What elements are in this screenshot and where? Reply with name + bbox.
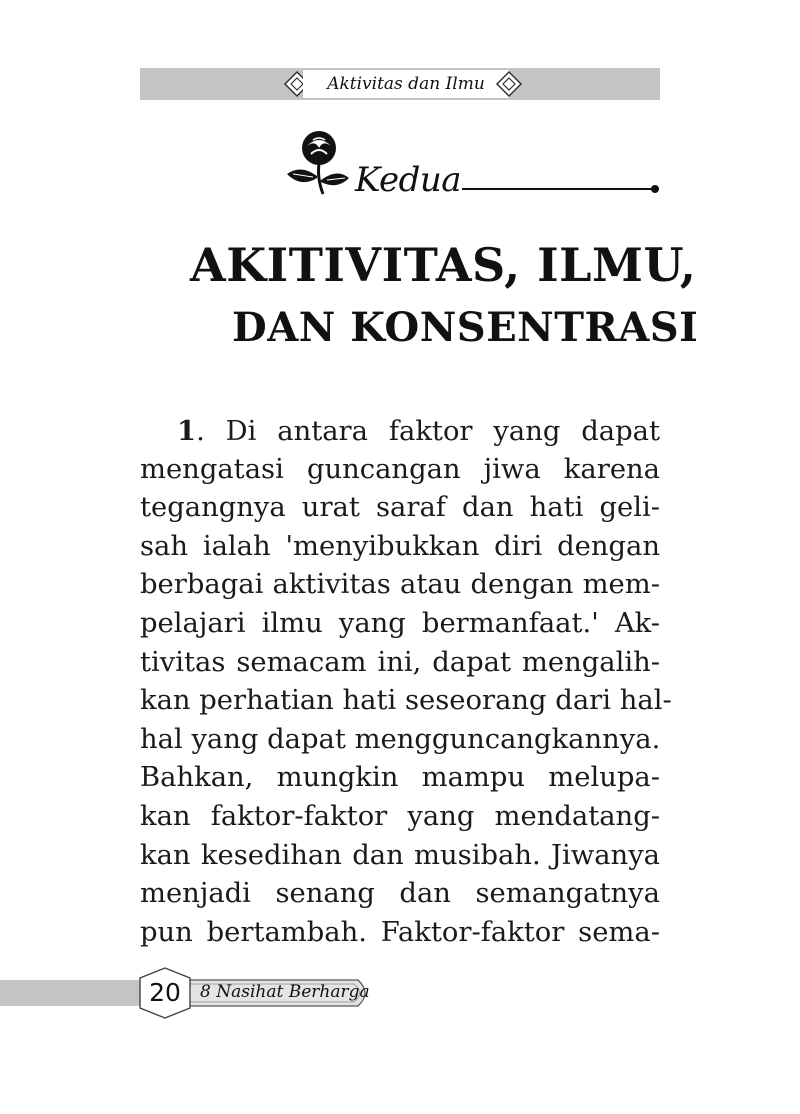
running-title: Aktivitas dan Ilmu <box>303 70 509 98</box>
chapter-title-line-2: DAN KONSENTRASI <box>232 304 699 351</box>
body-line: hal yang dapat mengguncangkannya. <box>140 723 661 755</box>
body-line: Bahkan, mungkin mampu melupa- <box>140 762 660 794</box>
body-line: tivitas semacam ini, dapat mengalih- <box>140 646 660 678</box>
page-number: 20 <box>149 978 181 1007</box>
rose-icon <box>283 128 353 200</box>
body-line: mengatasi guncangan jiwa karena <box>140 453 660 485</box>
body-line: kan perhatian hati seseorang dari hal- <box>140 685 672 717</box>
book-title: 8 Nasihat Berharga <box>200 982 370 1002</box>
chapter-underline <box>462 182 662 196</box>
body-paragraph <box>140 412 672 952</box>
body-line: pun bertambah. Faktor-faktor sema- <box>140 916 660 948</box>
body-line: sah ialah 'menyibukkan diri dengan <box>140 530 660 562</box>
body-line: berbagai aktivitas atau dengan mem- <box>140 569 660 601</box>
body-line: tegangnya urat saraf dan hati geli- <box>140 492 660 524</box>
header-ornament-right-icon <box>495 70 523 98</box>
body-line: 1. Di antara faktor yang dapat <box>177 415 660 447</box>
body-line: pelajari ilmu yang bermanfaat.' Ak- <box>140 607 660 639</box>
body-line: kan kesedihan dan musibah. Jiwanya <box>140 839 660 871</box>
body-line: menjadi senang dan semangatnya <box>140 878 660 910</box>
item-number: 1 <box>177 415 197 447</box>
chapter-label: Kedua <box>355 160 462 200</box>
body-line: kan faktor-faktor yang mendatang- <box>140 800 660 832</box>
chapter-title-line-1: AKITIVITAS, ILMU, <box>190 238 697 292</box>
